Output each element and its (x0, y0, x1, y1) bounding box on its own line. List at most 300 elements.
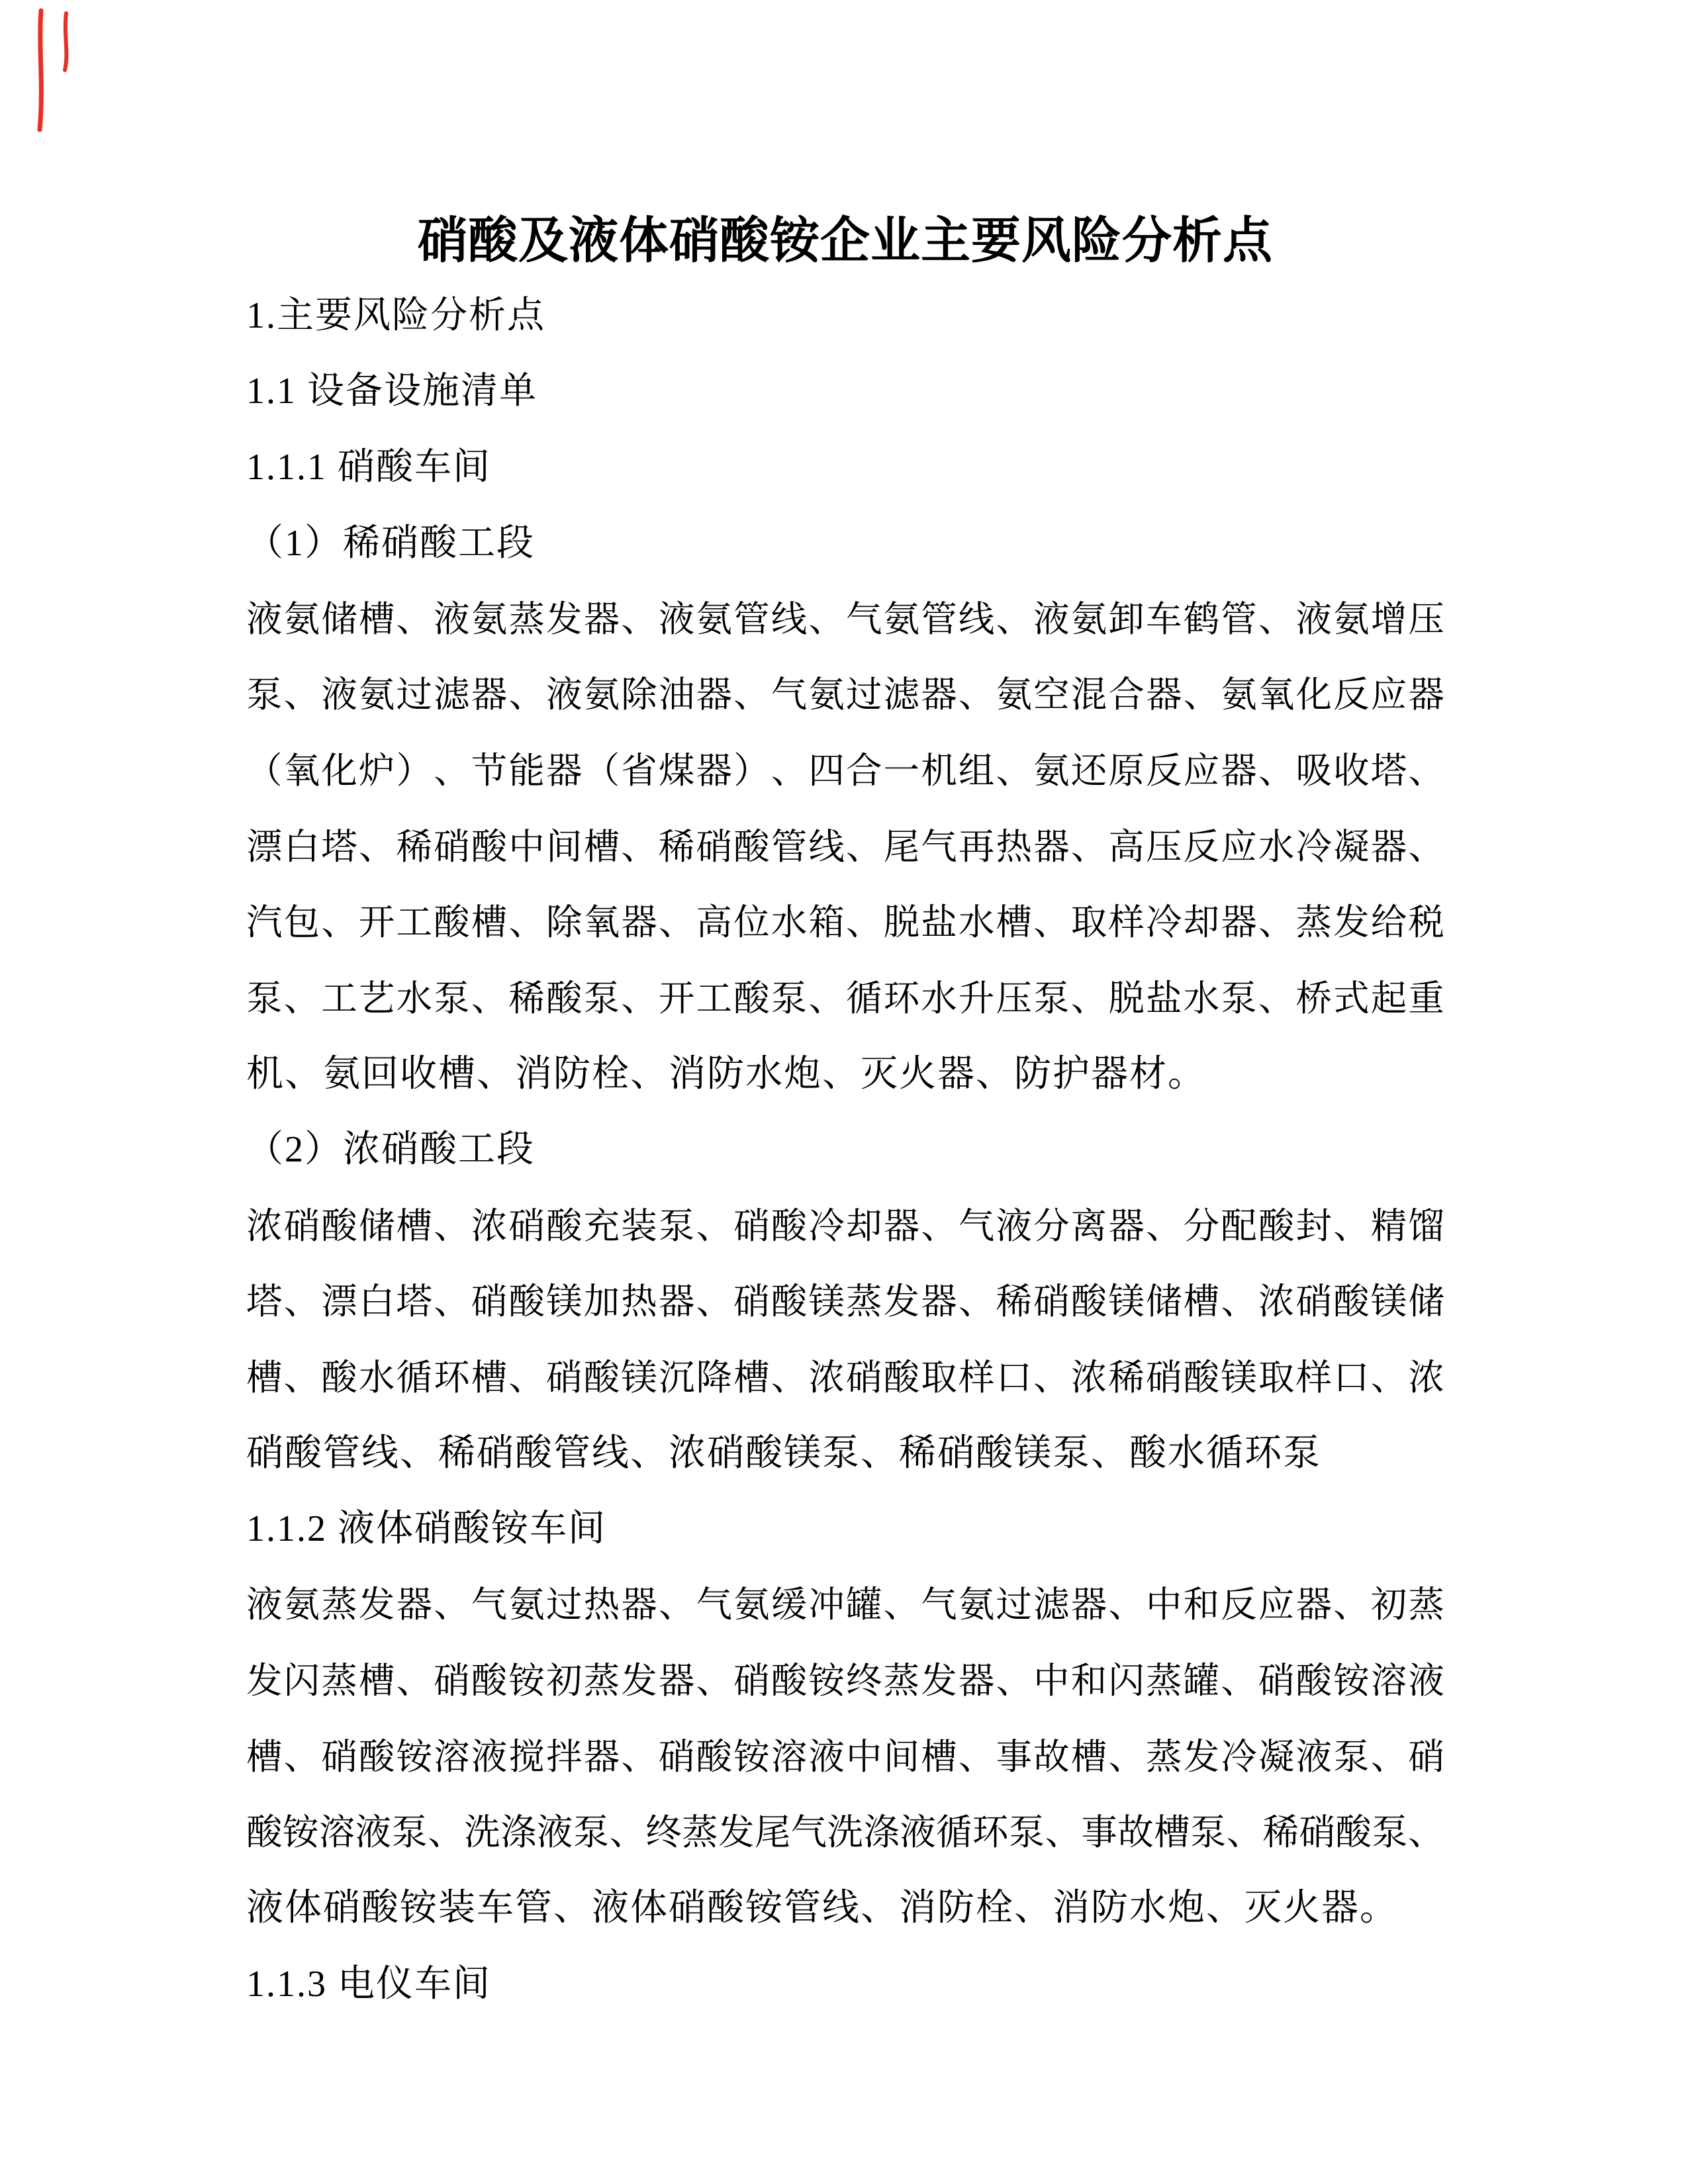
char: 中 (1033, 1661, 1070, 1702)
char: 稀 (508, 978, 545, 1019)
char: 气 (846, 598, 882, 639)
char: 铵 (396, 1736, 433, 1777)
char: 应 (1221, 826, 1257, 867)
char: 、 (434, 750, 470, 791)
char: 泵 (1221, 978, 1257, 1019)
char: 机 (921, 750, 957, 791)
char: 氧 (283, 750, 320, 791)
char: 酸 (1295, 1661, 1333, 1702)
char: 发 (883, 1281, 920, 1322)
char: 口 (996, 1357, 1033, 1398)
char: 、 (1408, 826, 1444, 867)
paragraph-line (246, 881, 1444, 957)
char: 泵 (246, 674, 283, 715)
char: 应 (1370, 674, 1407, 715)
char: 器 (546, 750, 583, 791)
char: 硝 (1408, 1736, 1444, 1777)
char: 气 (771, 674, 808, 715)
char: 槽 (921, 1736, 957, 1777)
char: 、 (921, 1205, 957, 1246)
char: 循 (936, 1812, 972, 1853)
char: 升 (958, 978, 995, 1019)
paragraph-line (246, 654, 1444, 730)
char: 液 (536, 1812, 573, 1853)
char: 溶 (771, 1736, 808, 1777)
char: 水 (358, 1357, 395, 1398)
char: 线 (958, 598, 995, 639)
char: 镁 (808, 1281, 845, 1322)
char: 酸 (1070, 1281, 1107, 1322)
char: 、 (396, 598, 433, 639)
char: 罐 (846, 1584, 882, 1625)
paragraph-line (246, 578, 1444, 654)
char: 液 (1295, 1736, 1333, 1777)
char: 一 (883, 750, 920, 791)
char: 液 (471, 1736, 508, 1777)
char: 泵 (1190, 1812, 1227, 1853)
char: 中 (1146, 1584, 1182, 1625)
char: 、 (696, 1205, 733, 1246)
char: 酸 (321, 1205, 357, 1246)
char: 混 (1070, 674, 1107, 715)
char: 储 (321, 598, 357, 639)
char: 氧 (583, 902, 620, 943)
char: 氨 (471, 598, 508, 639)
char: 滤 (1033, 1584, 1070, 1625)
char: 盐 (1146, 978, 1182, 1019)
char: 线 (771, 598, 808, 639)
char: 硝 (321, 1736, 357, 1777)
char: （ (583, 750, 620, 791)
char: 酸 (246, 1812, 283, 1853)
char: 闪 (1108, 1661, 1145, 1702)
char: 镁 (1370, 1281, 1407, 1322)
char: 桥 (1295, 978, 1333, 1019)
char: 气 (958, 1205, 995, 1246)
char: 、 (283, 1281, 320, 1322)
char: 器 (1033, 826, 1070, 867)
char: 气 (471, 1584, 508, 1625)
document-content (246, 199, 1444, 2019)
char: 冷 (1295, 826, 1333, 867)
char: 氧 (1258, 674, 1295, 715)
char: 间 (883, 1736, 920, 1777)
char: 蒸 (1408, 1584, 1444, 1625)
char: 、 (283, 978, 320, 1019)
char: 硝 (471, 1281, 508, 1322)
char: 酸 (771, 1661, 808, 1702)
char: 气 (790, 1812, 827, 1853)
char: 蒸 (1295, 902, 1333, 943)
char: 铵 (508, 1661, 545, 1702)
char: 过 (996, 1584, 1033, 1625)
char: 酸 (1333, 1281, 1370, 1322)
char: 、 (958, 1281, 995, 1322)
char: 硝 (546, 1357, 583, 1398)
char: 、 (771, 1357, 808, 1398)
char: 氨 (1333, 598, 1370, 639)
char: 、 (1108, 1584, 1145, 1625)
char: 冷 (808, 1205, 845, 1246)
paragraph-line (246, 1791, 1444, 1867)
char: 器 (883, 1205, 920, 1246)
char: 蒸 (1146, 1736, 1182, 1777)
char: 氨 (958, 1584, 995, 1625)
char: 、 (1370, 1357, 1407, 1398)
char: 凝 (1333, 826, 1370, 867)
char: 、 (1258, 598, 1295, 639)
paragraph-line-last: 液体硝酸铵装车管、液体硝酸铵管线、消防栓、消防水炮、灭火器。 (246, 1888, 1398, 1929)
char: 器 (696, 750, 733, 791)
char: 稀 (996, 1281, 1033, 1322)
char: 、 (621, 826, 657, 867)
char: 合 (846, 750, 882, 791)
char: 、 (846, 826, 882, 867)
char: 蒸 (583, 1661, 620, 1702)
char: 起 (1370, 978, 1407, 1019)
char: 再 (958, 826, 995, 867)
char: 氨 (283, 1584, 320, 1625)
char: 氨 (283, 598, 320, 639)
char: 氨 (358, 674, 395, 715)
char: 水 (1258, 826, 1295, 867)
char: 浓 (246, 1205, 283, 1246)
char: 卸 (1108, 598, 1145, 639)
char: 泵 (771, 978, 808, 1019)
char: 、 (1033, 902, 1070, 943)
char: 镁 (621, 1357, 657, 1398)
char: 给 (1370, 902, 1407, 943)
char: 、 (434, 1584, 470, 1625)
char: 酸 (1258, 1205, 1295, 1246)
char: 发 (1183, 1736, 1220, 1777)
char: 、 (1370, 1736, 1407, 1777)
char: 循 (396, 1357, 433, 1398)
section-heading: 1.1.3 电仪车间 (246, 1963, 491, 2005)
char: 酸 (546, 1205, 583, 1246)
char: 硝 (733, 1205, 770, 1246)
char: 器 (583, 1736, 620, 1777)
char: 水 (396, 978, 433, 1019)
char: 、 (1333, 1584, 1370, 1625)
char: 铵 (733, 1736, 770, 1777)
char: 器 (658, 1661, 695, 1702)
char: 、 (1108, 1736, 1145, 1777)
char: 中 (508, 826, 545, 867)
char: 器 (921, 674, 957, 715)
char: 式 (1333, 978, 1370, 1019)
char: 槽 (358, 1661, 395, 1702)
char: 蒸 (321, 1584, 357, 1625)
char: 稀 (396, 826, 433, 867)
char: 氨 (1033, 750, 1070, 791)
char: 氨 (996, 674, 1033, 715)
char: 脱 (1108, 978, 1145, 1019)
char: 样 (1295, 1357, 1333, 1398)
char: 浓 (1070, 1357, 1107, 1398)
char: 、 (996, 750, 1033, 791)
paragraph-line (246, 1185, 1444, 1261)
char: 溶 (1370, 1661, 1407, 1702)
char: 稀 (1108, 1357, 1145, 1398)
char: 吸 (1295, 750, 1333, 791)
char: 泵 (1008, 1812, 1045, 1853)
char: 塔 (1370, 750, 1407, 791)
char: 车 (1146, 598, 1182, 639)
char: 应 (1183, 750, 1220, 791)
char: 热 (621, 1281, 657, 1322)
char: 煤 (658, 750, 695, 791)
char: 液 (246, 1584, 283, 1625)
paragraph-line-last: 机、氨回收槽、消防栓、消防水炮、灭火器、防护器材。 (246, 1053, 1206, 1095)
char: 泵 (434, 978, 470, 1019)
char: 涤 (863, 1812, 900, 1853)
char: 工 (396, 902, 433, 943)
char: 器 (696, 674, 733, 715)
char: 硝 (508, 1205, 545, 1246)
char: 气 (696, 1584, 733, 1625)
char: 中 (846, 1736, 882, 1777)
char: 炉 (358, 750, 395, 791)
char: 取 (921, 1357, 957, 1398)
char: 却 (846, 1205, 882, 1246)
paragraph-line (246, 805, 1444, 882)
char: 除 (621, 674, 657, 715)
char: 酸 (771, 1281, 808, 1322)
char: 硝 (1033, 1281, 1070, 1322)
char: 槽 (396, 1205, 433, 1246)
char: 和 (1183, 1584, 1220, 1625)
char: 封 (1295, 1205, 1333, 1246)
char: 硝 (283, 1205, 320, 1246)
char: 精 (1370, 1205, 1407, 1246)
char: 闪 (283, 1661, 320, 1702)
char: 工 (321, 978, 357, 1019)
char: 氨 (883, 598, 920, 639)
char: 器 (921, 1281, 957, 1322)
char: 硝 (1295, 1281, 1333, 1322)
char: 硝 (658, 1736, 695, 1777)
char: 、 (283, 1357, 320, 1398)
char: 铵 (808, 1661, 845, 1702)
char: 、 (358, 826, 395, 867)
char: 酸 (471, 826, 508, 867)
paragraph-line-last: 硝酸管线、稀硝酸管线、浓硝酸镁泵、稀硝酸镁泵、酸水循环泵 (246, 1432, 1321, 1474)
char: 液 (808, 1736, 845, 1777)
char: 气 (921, 826, 957, 867)
char: 槽 (246, 1357, 283, 1398)
char: 稀 (1262, 1812, 1299, 1853)
char: 水 (921, 978, 957, 1019)
char: （ (246, 750, 283, 791)
char: 、 (1408, 1812, 1444, 1853)
char: 环 (972, 1812, 1009, 1853)
char: 泵 (1372, 1812, 1408, 1853)
char: 酸 (508, 1281, 545, 1322)
char: 发 (921, 1661, 957, 1702)
char: 蒸 (1146, 1661, 1182, 1702)
char: 口 (1333, 1357, 1370, 1398)
char: 尾 (883, 826, 920, 867)
char: 漂 (321, 1281, 357, 1322)
char: 环 (434, 1357, 470, 1398)
char: 涤 (500, 1812, 537, 1853)
char: 泵 (658, 1205, 695, 1246)
char: 应 (1258, 1584, 1295, 1625)
char: 沉 (658, 1357, 695, 1398)
char: 反 (1221, 1584, 1257, 1625)
char: 、 (434, 1281, 470, 1322)
char: 、 (428, 1812, 464, 1853)
char: ） (396, 750, 433, 791)
char: 液 (996, 1205, 1033, 1246)
char: 管 (921, 598, 957, 639)
char: ） (733, 750, 770, 791)
char: 氨 (1221, 674, 1257, 715)
char: 氨 (808, 674, 845, 715)
char: 槽 (1070, 1736, 1107, 1777)
char: 间 (546, 826, 583, 867)
char: 、 (1333, 1205, 1370, 1246)
char: 洗 (827, 1812, 864, 1853)
char: 省 (621, 750, 657, 791)
char: 发 (621, 1661, 657, 1702)
char: 硝 (733, 1281, 770, 1322)
char: 器 (1408, 674, 1444, 715)
char: 、 (1258, 978, 1295, 1019)
char: 罐 (1183, 1661, 1220, 1702)
char: 槽 (471, 1357, 508, 1398)
char: 硝 (1258, 1661, 1295, 1702)
char: 反 (1333, 674, 1370, 715)
paragraph-line (246, 1715, 1444, 1792)
char: 线 (808, 826, 845, 867)
char: 、 (1033, 1357, 1070, 1398)
char: 管 (771, 826, 808, 867)
char: 拌 (546, 1736, 583, 1777)
char: 器 (621, 902, 657, 943)
char: 、 (434, 1205, 470, 1246)
char: 、 (609, 1812, 645, 1853)
char: 原 (1108, 750, 1145, 791)
char: 增 (1370, 598, 1407, 639)
char: 冷 (1221, 1736, 1257, 1777)
char: 过 (846, 674, 882, 715)
char: 尾 (754, 1812, 791, 1853)
char: 工 (696, 978, 733, 1019)
char: 降 (696, 1357, 733, 1398)
char: 白 (283, 826, 320, 867)
char: 搅 (508, 1736, 545, 1777)
char: 样 (1108, 902, 1145, 943)
char: 水 (771, 902, 808, 943)
char: 氨 (1070, 598, 1107, 639)
char: 、 (883, 1584, 920, 1625)
char: 故 (1033, 1736, 1070, 1777)
char: 发 (546, 598, 583, 639)
char: 酸 (358, 1736, 395, 1777)
char: 初 (1370, 1584, 1407, 1625)
char: 高 (1108, 826, 1145, 867)
section-heading: 1.1.1 硝酸车间 (246, 447, 491, 488)
char: 槽 (471, 902, 508, 943)
char: 盐 (921, 902, 957, 943)
char: 、 (1045, 1812, 1082, 1853)
char: 氨 (696, 598, 733, 639)
char: 压 (1146, 826, 1182, 867)
char: 取 (1258, 1357, 1295, 1398)
char: 储 (358, 1205, 395, 1246)
char: 发 (246, 1661, 283, 1702)
char: 水 (1183, 978, 1220, 1019)
char: 硝 (846, 1357, 882, 1398)
char: 水 (958, 902, 995, 943)
char: 硝 (696, 826, 733, 867)
char: 开 (358, 902, 395, 943)
char: 液 (321, 674, 357, 715)
char: 重 (1408, 978, 1444, 1019)
char: 税 (1408, 902, 1444, 943)
char: 箱 (808, 902, 845, 943)
char: 除 (546, 902, 583, 943)
char: 槽 (246, 1736, 283, 1777)
char: 泵 (583, 978, 620, 1019)
char: 器 (1070, 1584, 1107, 1625)
char: 浓 (1258, 1281, 1295, 1322)
char: 终 (846, 1661, 882, 1702)
char: 、 (1070, 978, 1107, 1019)
char: 氨 (508, 1584, 545, 1625)
char: 溶 (434, 1736, 470, 1777)
char: 浓 (471, 1205, 508, 1246)
char: 化 (1295, 674, 1333, 715)
paragraph-line (246, 1260, 1444, 1336)
char: 压 (1408, 598, 1444, 639)
char: 事 (1081, 1812, 1117, 1853)
char: 、 (508, 1357, 545, 1398)
char: 样 (958, 1357, 995, 1398)
char: 液 (246, 598, 283, 639)
char: 、 (621, 598, 657, 639)
char: 和 (1070, 1661, 1107, 1702)
char: 故 (1117, 1812, 1154, 1853)
char: 脱 (883, 902, 920, 943)
char: 硝 (733, 1661, 770, 1702)
char: 汽 (246, 902, 283, 943)
char: 凝 (1258, 1736, 1295, 1777)
char: 、 (1221, 1661, 1257, 1702)
char: 器 (958, 1661, 995, 1702)
red-pen-mark-icon (32, 7, 85, 139)
char: 酸 (546, 978, 583, 1019)
char: 、 (471, 978, 508, 1019)
char: 漂 (246, 826, 283, 867)
char: 酸 (883, 1357, 920, 1398)
char: 硝 (1299, 1812, 1335, 1853)
char: 、 (1258, 750, 1295, 791)
char: 、 (996, 1661, 1033, 1702)
char: 艺 (358, 978, 395, 1019)
char: 酸 (471, 1661, 508, 1702)
char: 、 (621, 1736, 657, 1777)
char: 发 (718, 1812, 755, 1853)
section-heading: （1）稀硝酸工段 (246, 522, 535, 564)
char: 馏 (1408, 1205, 1444, 1246)
char: 位 (733, 902, 770, 943)
char: 液 (434, 598, 470, 639)
char: 配 (1221, 1205, 1257, 1246)
char: 器 (1295, 1584, 1333, 1625)
